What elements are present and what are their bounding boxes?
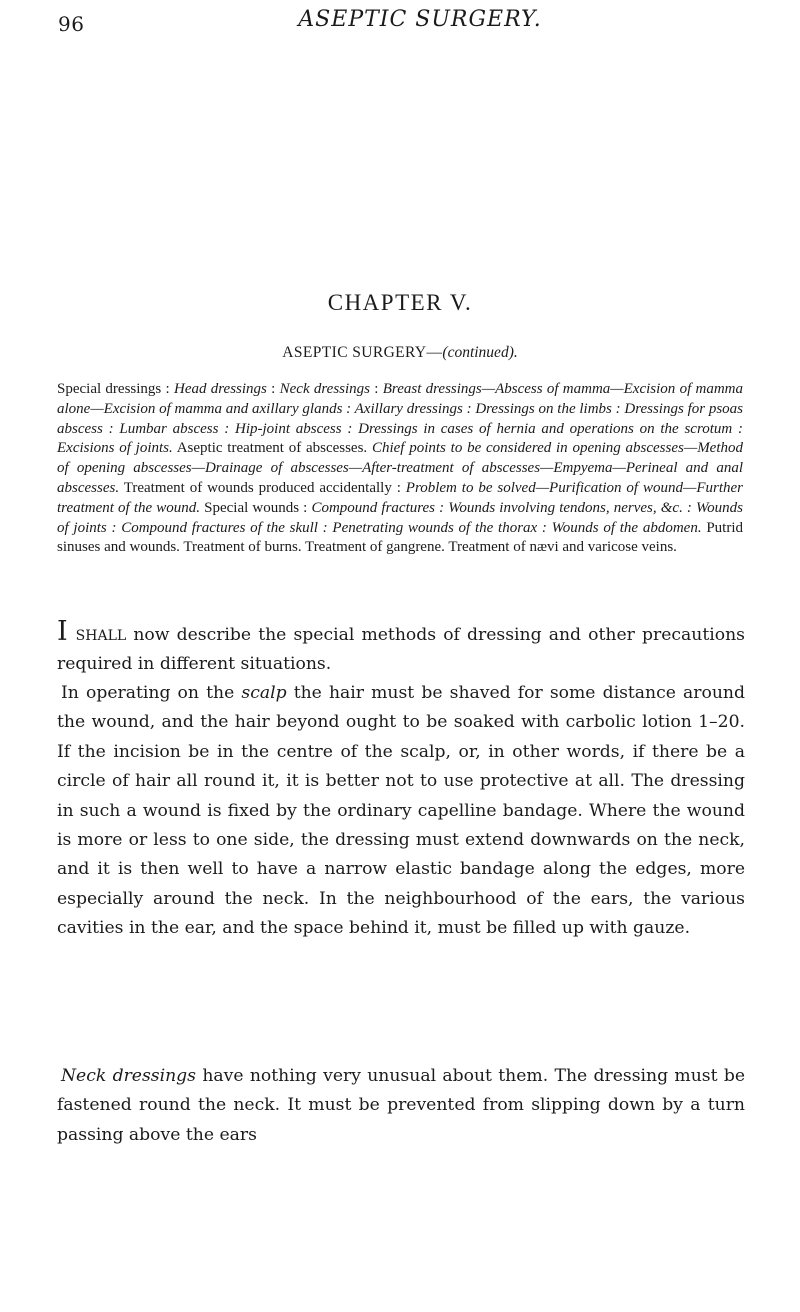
synopsis-segment: Putrid sinuses and wounds. Treatment of burns. Treatment of gangrene. Treatment of nævi and varicose veins. — [57, 519, 743, 556]
paragraph-text: now describe the special methods of dressing and other precautions required in different situations. — [57, 625, 745, 675]
synopsis-segment: : — [266, 381, 280, 397]
emphasis-text: Neck dressings — [61, 1066, 196, 1086]
section-title: ASEPTIC SURGERY— — [282, 344, 443, 361]
section-continued: (continued). — [442, 344, 518, 361]
synopsis-segment: : — [370, 381, 383, 397]
synopsis-segment: Special dressings : — [57, 381, 174, 397]
paragraph-text: In operating on the — [61, 683, 242, 703]
lead-capital: I — [57, 616, 68, 647]
synopsis-segment: Compound fractures : Wounds involving tendons, nerves, &c. : Wounds of joints : Compound fractures of the skull : Penetrating wounds of the thorax : Wounds of the abdomen. — [57, 499, 743, 536]
page-number: 96 — [58, 12, 85, 36]
section-heading — [0, 344, 800, 362]
running-title: ASEPTIC SURGERY. — [298, 7, 542, 32]
body-paragraph-1 — [57, 618, 745, 680]
synopsis-segment: Treatment of wounds produced accidentally : — [119, 479, 406, 496]
synopsis-segment: Head dressings — [174, 381, 267, 397]
synopsis-segment: Breast dressings—Abscess of mamma—Excision of mamma alone—Excision of mamma and axillary glands : Axillary dressings : Dressings on the limbs : Dressings for psoas abscess : Lumbar abscess : Hip-joint abscess : Dressings in cases of hernia and operations on the scrotum : Excisions of joints. — [57, 381, 744, 457]
small-caps-text: shall — [67, 621, 127, 645]
running-head — [0, 0, 800, 40]
emphasis-text: scalp — [241, 683, 287, 703]
chapter-synopsis — [57, 380, 743, 558]
synopsis-segment: Neck dressings — [279, 381, 371, 397]
paragraph-text: the hair must be shaved for some distance around the wound, and the hair beyond ought to be soaked with carbolic lotion 1–20. If the incision be in the centre of the scalp, or, in other words, if there be a circle of hair all round it, it is better not to use protective at all. The dressing in such a wound is fixed by the ordinary capelline bandage. Where the wound is more or less to one side, the dressing must extend downwards on the neck, and it is then well to have a narrow elastic bandage along the edges, more especially around the neck. In the neighbourhood of the ears, the various cavities in the ear, and the space behind it, must be filled up with gauze. — [57, 683, 745, 939]
paragraph-text: have nothing very unusual about them. The dressing must be fastened round the neck. It must be prevented from slipping down by a turn passing above the ears — [57, 1066, 746, 1145]
body-paragraph-2 — [57, 679, 745, 944]
synopsis-segment: Chief points to be considered in opening abscesses—Method of opening abscesses—Drainage of abscesses—After-treatment of abscesses—Empyema—Perineal and anal abscesses. — [57, 440, 744, 496]
synopsis-segment: Problem to be solved—Purification of wound—Further treatment of the wound. — [57, 479, 743, 516]
synopsis-segment: Special wounds : — [200, 499, 312, 516]
body-paragraph-3 — [57, 1062, 745, 1150]
synopsis-segment: Aseptic treatment of abscesses. — [172, 440, 372, 457]
chapter-heading: CHAPTER V. — [327, 290, 473, 315]
